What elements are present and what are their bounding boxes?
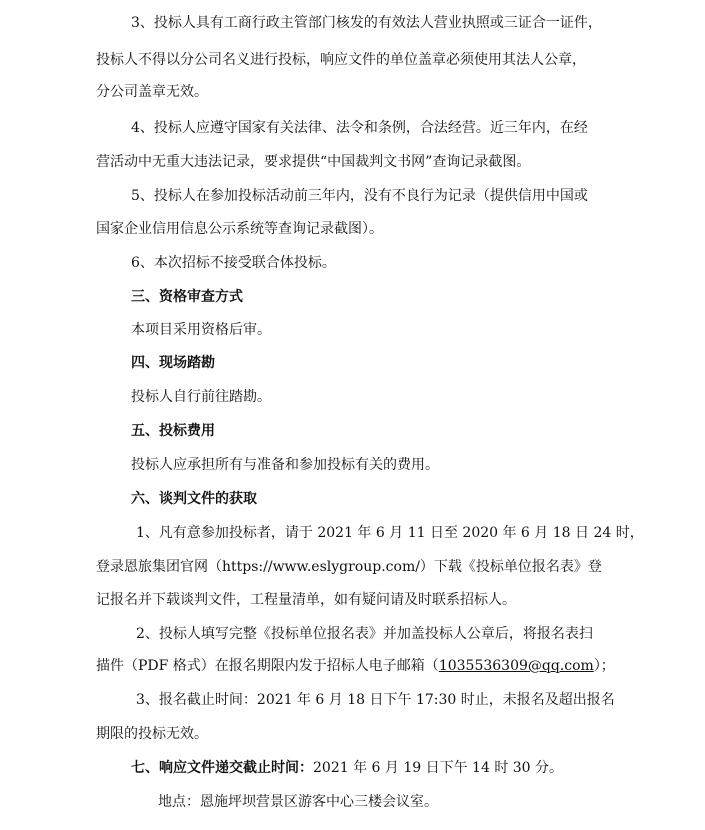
text-line: 5、投标人在参加投标活动前三年内，没有不良行为记录（提供信用中国或 bbox=[131, 188, 588, 204]
text-line: 1、凡有意参加投标者，请于 2021 年 6 月 11 日至 2020 年 6 月 18 日 24 时， bbox=[136, 525, 644, 541]
text-line: 国家企业信用信息公示系统等查询记录截图）。 bbox=[96, 221, 383, 237]
text-line: 投标人不得以分公司名义进行投标，响应文件的单位盖章必须使用其法人公章， bbox=[96, 52, 586, 68]
deadline-value: 2021 年 6 月 19 日下午 14 时 30 分。 bbox=[313, 760, 564, 776]
text-line: 记报名并下载谈判文件，工程量清单，如有疑问请及时联系招标人。 bbox=[96, 592, 516, 608]
text-line: 6、本次招标不接受联合体投标。 bbox=[131, 255, 336, 271]
email-link[interactable]: 1035536309@qq.com bbox=[438, 658, 594, 674]
text-line: 2、投标人填写完整《投标单位报名表》并加盖投标人公章后，将报名表扫 bbox=[136, 626, 593, 642]
text-line: 营活动中无重大违法记录，要求提供“中国裁判文书网”查询记录截图。 bbox=[96, 154, 531, 170]
text-line: 本项目采用资格后审。 bbox=[131, 322, 271, 338]
text-line: 期限的投标无效。 bbox=[96, 726, 208, 742]
text-line: 3、报名截止时间：2021 年 6 月 18 日下午 17:30 时止，未报名及超出报名 bbox=[136, 692, 615, 708]
section-heading: 四、现场踏勘 bbox=[131, 355, 215, 371]
text-line: 分公司盖章无效。 bbox=[96, 84, 208, 100]
text-span: ）； bbox=[593, 658, 615, 674]
text-line: 4、投标人应遵守国家有关法律、法令和条例，合法经营。近三年内，在经 bbox=[131, 120, 588, 136]
section-heading: 三、资格审查方式 bbox=[131, 289, 243, 305]
text-line: 登录恩旅集团官网（https://www.eslygroup.com/）下载《投标单位报名表》登 bbox=[96, 559, 602, 575]
text-line: 地点：恩施坪坝营景区游客中心三楼会议室。 bbox=[158, 794, 438, 810]
text-span: 描件（PDF 格式）在报名期限内发于招标人电子邮箱（ bbox=[96, 658, 439, 674]
section-heading: 六、谈判文件的获取 bbox=[131, 491, 257, 507]
section-heading: 七、响应文件递交截止时间： bbox=[131, 760, 313, 776]
text-line: 投标人应承担所有与准备和参加投标有关的费用。 bbox=[131, 457, 439, 473]
deadline-line bbox=[131, 758, 705, 778]
text-line: 投标人自行前往踏勘。 bbox=[131, 389, 271, 405]
section-heading: 五、投标费用 bbox=[131, 423, 215, 439]
text-line: 3、投标人具有工商行政主管部门核发的有效法人营业执照或三证合一证件， bbox=[131, 15, 602, 31]
email-line bbox=[96, 656, 705, 676]
